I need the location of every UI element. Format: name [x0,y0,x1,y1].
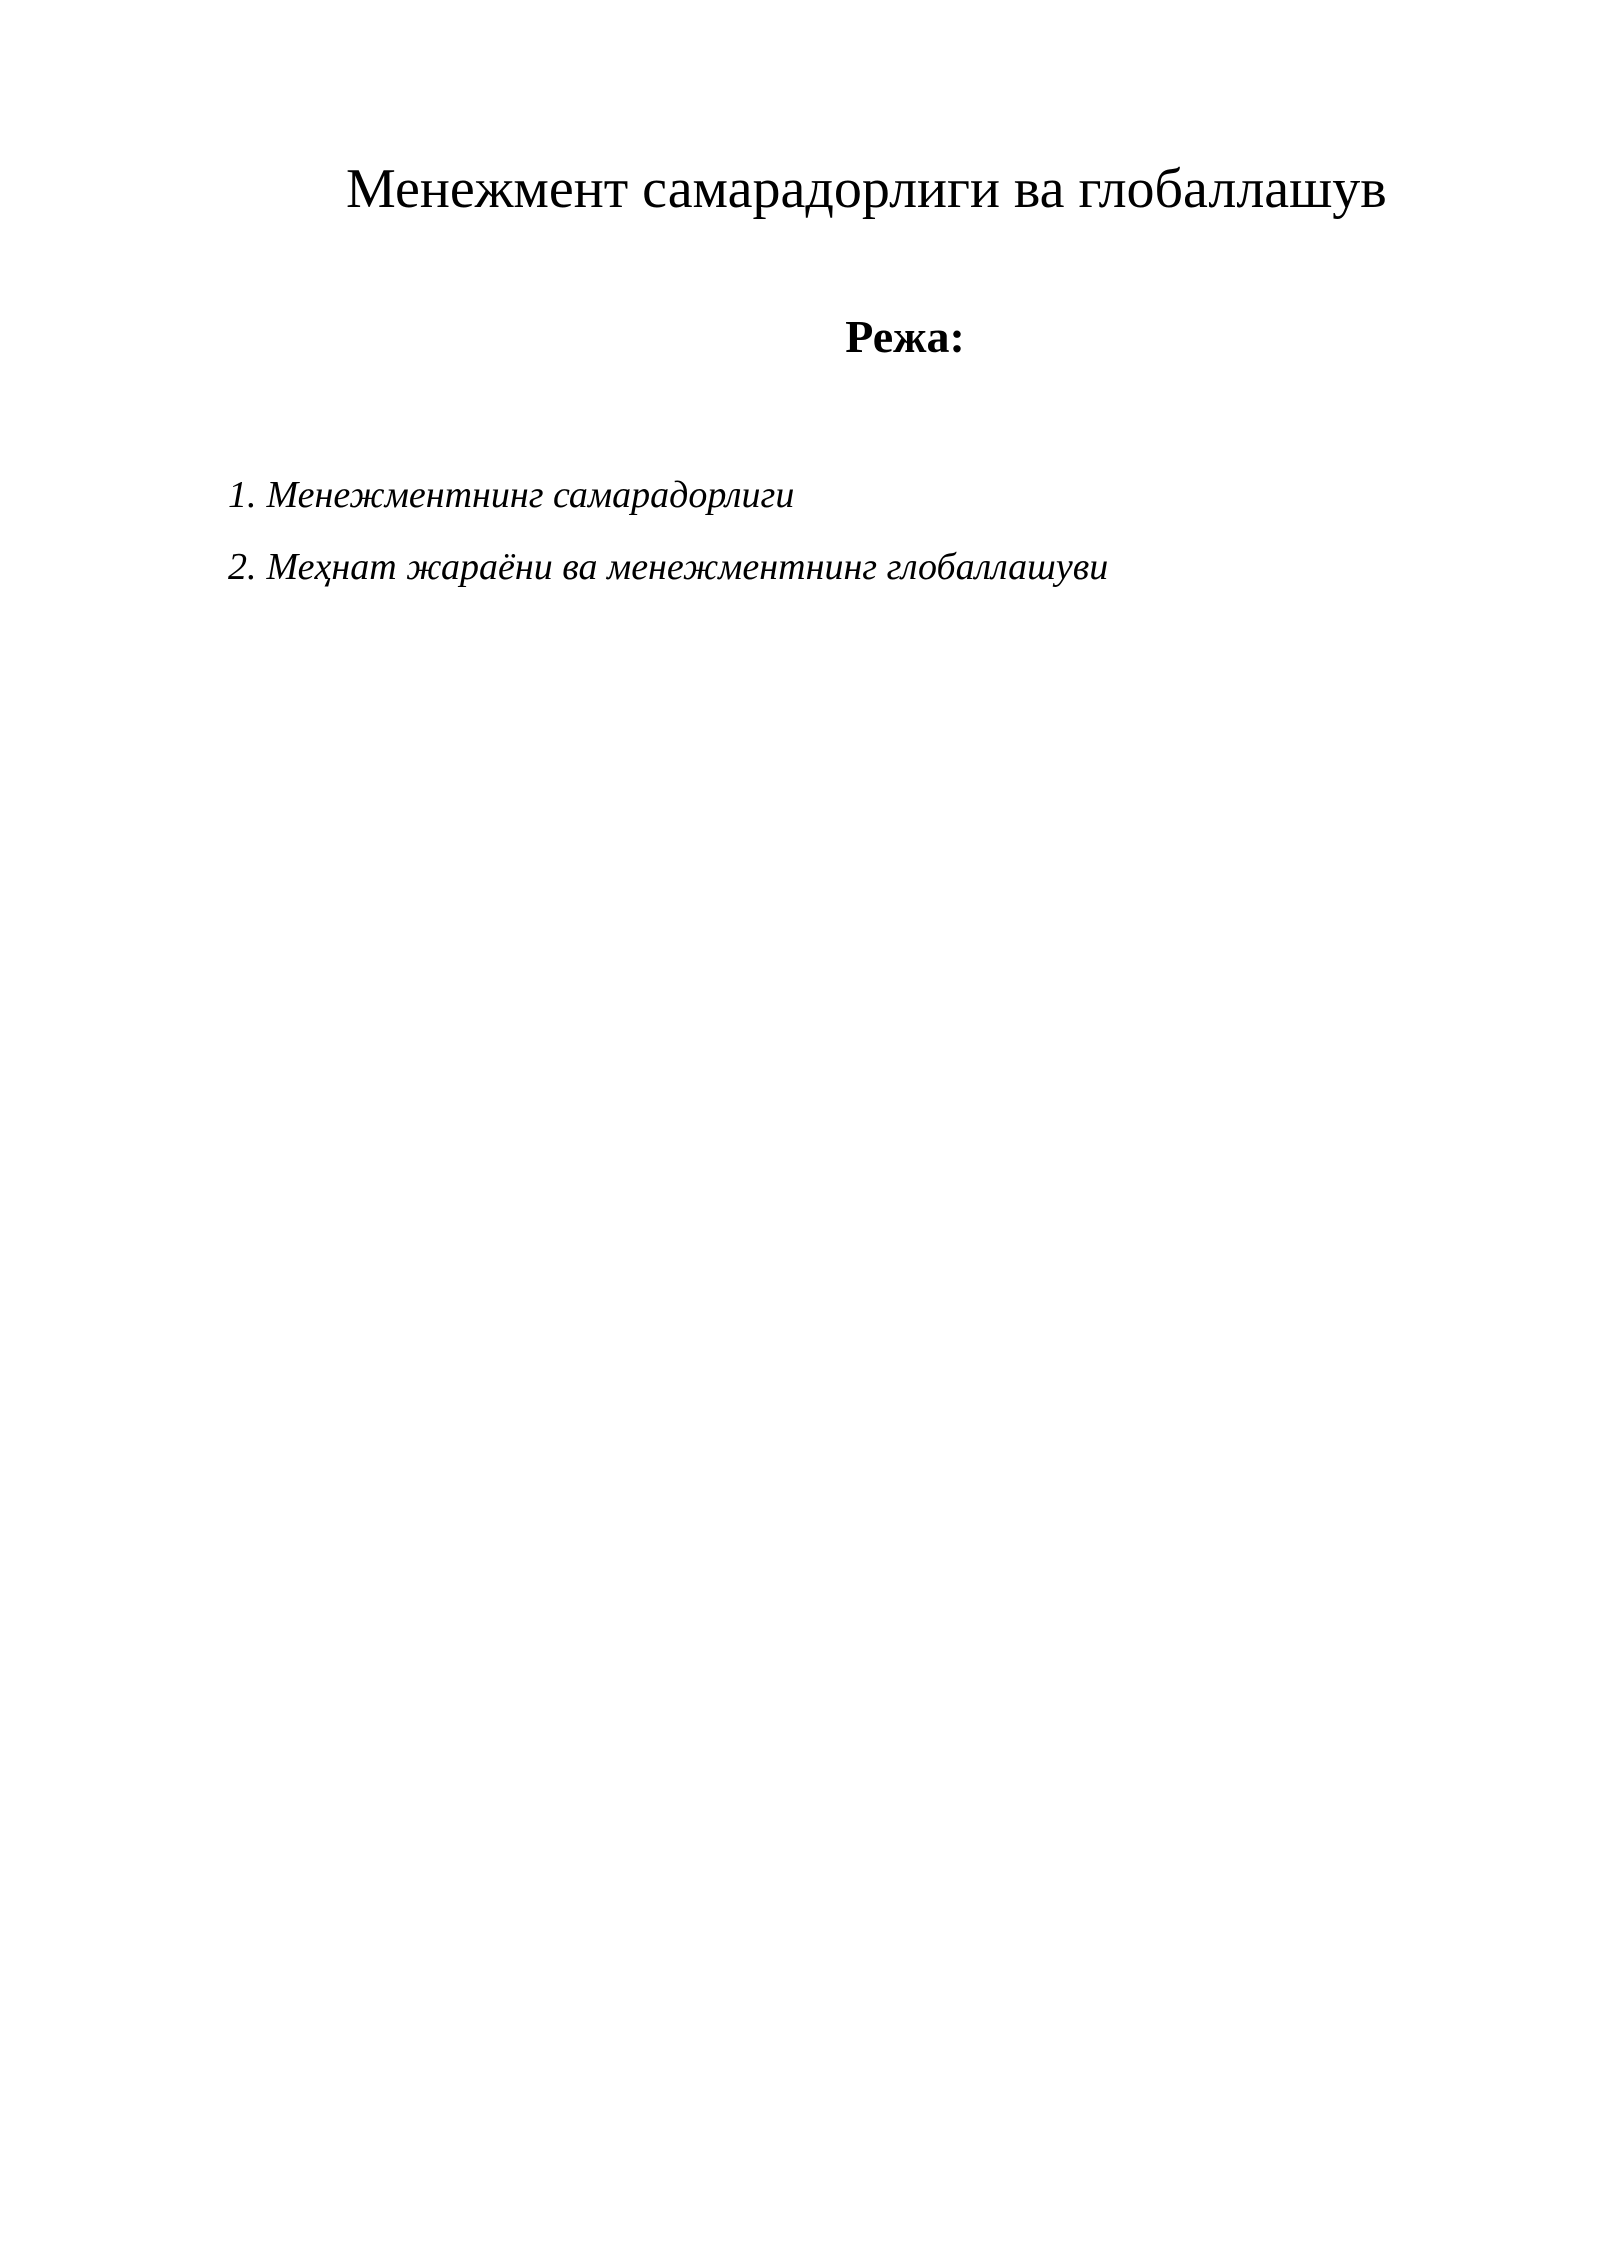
plan-heading: Режа: [845,311,965,362]
plan-item-number: 2. [228,546,257,588]
plan-item [228,542,1428,592]
plan-list [228,470,1428,614]
plan-item [228,470,1428,520]
document-title: Менежмент самарадорлиги ва глобаллашув [346,158,1387,220]
plan-item-text: Меҳнат жараёни ва менежментнинг глобаллашуви [266,546,1109,588]
plan-item-number: 1. [228,474,257,516]
plan-item-text: Менежментнинг самарадорлиги [266,474,795,516]
